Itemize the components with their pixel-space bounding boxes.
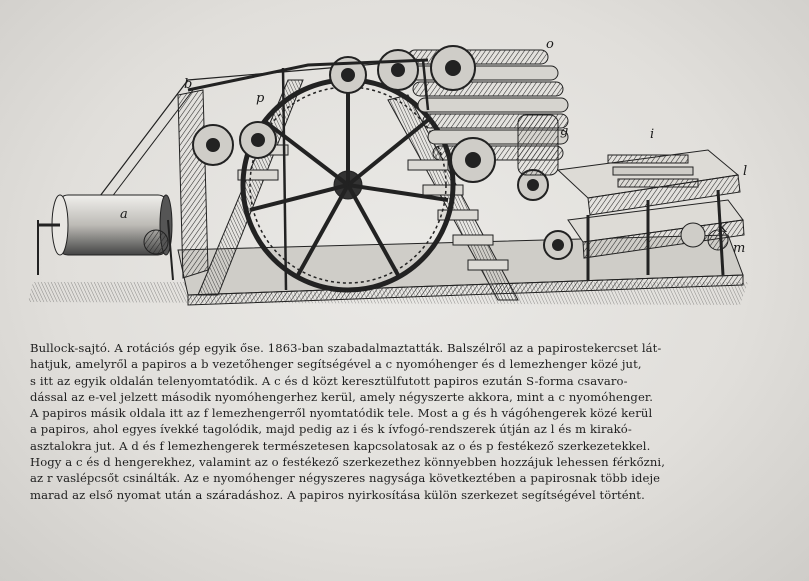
figure-label-i: i — [650, 127, 655, 142]
bullock-press-engraving — [28, 20, 768, 330]
paper-roll — [38, 195, 173, 280]
caption-line: asztalokra jut. A d és f lemezhengerek természetesen kapcsolatosak az o és p festékező szerkezetekkel. — [30, 438, 651, 453]
caption-line: Hogy a c és d hengerekhez, valamint az o festékező szerkezethez könnyebben hozzájuk lehessen férkőzni, — [30, 455, 666, 470]
caption-line: A papiros másik oldala itt az f lemezhengerről nyomtatódik tele. Most a g és h vágóhengerek közé kerül — [30, 406, 653, 421]
figure-label-o: o — [546, 37, 554, 52]
figure-label-g: g — [560, 124, 569, 139]
caption-line: marad az első nyomat után a száradáshoz. A papiros nyirkosítása külön szerkezet segítségével történt. — [30, 487, 645, 502]
caption-line: hatjuk, amelyről a papiros a b vezetőhenger segítségével a c nyomóhenger és d lemezhenger közé jut, — [30, 357, 642, 372]
figure-label-m: m — [733, 241, 746, 256]
caption-line: a papiros, ahol egyes ívekké tagolódik, majd pedig az i és k ívfogó-rendszerek útján az l és m kirakó- — [30, 422, 632, 437]
caption-line: Bullock-sajtó. A rotációs gép egyik őse. 1863-ban szabadalmaztatták. Balszélről az a papirostekercset lát- — [30, 341, 662, 355]
figure-label-b: b — [184, 77, 193, 92]
caption-line: az r vaslépcsőt csinálták. Az e nyomóhenger négyszeres nagysága következtében a papirosnak több ideje — [30, 471, 661, 486]
figure-label-a: a — [120, 207, 128, 222]
figure-label-p: p — [256, 91, 265, 106]
caption-line: dással az e-vel jelzett második nyomóhengerhez kerül, amely négyszerte akkora, mint a c nyomóhenger. — [30, 389, 654, 404]
figure-label-l: l — [743, 164, 748, 179]
press-illustration — [28, 20, 768, 330]
figure-caption — [30, 340, 775, 503]
caption-line: s itt az egyik oldalán telenyomtatódik. A c és d közt keresztülfutott papiros ezután S-forma csavaro- — [30, 373, 628, 388]
figure-label-K: K — [718, 221, 728, 236]
